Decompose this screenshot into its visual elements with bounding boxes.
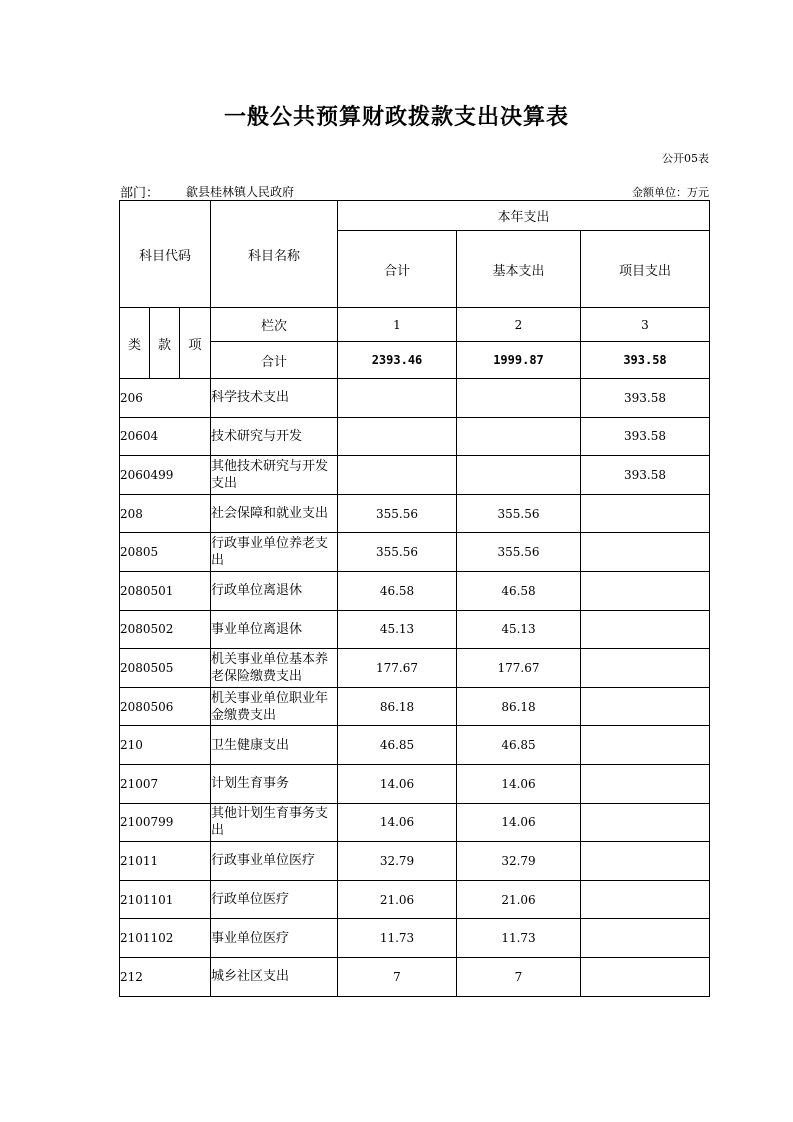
- row-name: 城乡社区支出: [211, 957, 338, 996]
- row-basic: 11.73: [457, 919, 581, 958]
- row-total: 14.06: [338, 764, 457, 803]
- row-code: 21011: [120, 842, 211, 881]
- row-code: 208: [120, 494, 211, 533]
- row-name: 行政事业单位养老支出: [211, 533, 338, 572]
- row-basic: 14.06: [457, 764, 581, 803]
- row-code: 2080501: [120, 571, 211, 610]
- row-project: 393.58: [581, 456, 710, 495]
- table-row: [120, 571, 710, 610]
- row-basic: 86.18: [457, 687, 581, 726]
- row-total: 355.56: [338, 494, 457, 533]
- row-total: 14.06: [338, 803, 457, 842]
- header-xiang: 项: [180, 308, 211, 379]
- table-row: [120, 610, 710, 649]
- table-row: [120, 494, 710, 533]
- col-1: 1: [338, 308, 457, 342]
- row-project: [581, 533, 710, 572]
- row-total: 45.13: [338, 610, 457, 649]
- row-total: 177.67: [338, 649, 457, 688]
- row-code: 2080502: [120, 610, 211, 649]
- row-project: [581, 726, 710, 765]
- row-name: 行政单位医疗: [211, 880, 338, 919]
- row-project: 393.58: [581, 379, 710, 418]
- table-row: [120, 456, 710, 495]
- row-name: 行政事业单位医疗: [211, 842, 338, 881]
- header-column-no: 栏次: [211, 308, 338, 342]
- row-name: 事业单位离退休: [211, 610, 338, 649]
- row-project: [581, 571, 710, 610]
- row-basic: 177.67: [457, 649, 581, 688]
- row-basic: 355.56: [457, 533, 581, 572]
- row-total: [338, 417, 457, 456]
- table-row: [120, 379, 710, 418]
- row-total: 46.58: [338, 571, 457, 610]
- row-project: [581, 957, 710, 996]
- row-code: 2101101: [120, 880, 211, 919]
- row-basic: [457, 379, 581, 418]
- row-code: 2100799: [120, 803, 211, 842]
- row-name: 科学技术支出: [211, 379, 338, 418]
- table-row: [120, 842, 710, 881]
- row-name: 社会保障和就业支出: [211, 494, 338, 533]
- department-name: 歙县桂林镇人民政府: [186, 185, 295, 199]
- row-name: 技术研究与开发: [211, 417, 338, 456]
- row-code: 2060499: [120, 456, 211, 495]
- row-project: [581, 649, 710, 688]
- row-name: 机关事业单位职业年金缴费支出: [211, 687, 338, 726]
- row-project: [581, 610, 710, 649]
- header-current-year: 本年支出: [338, 201, 710, 231]
- row-code: 210: [120, 726, 211, 765]
- row-project: 393.58: [581, 417, 710, 456]
- table-row: [120, 880, 710, 919]
- header-kuan: 款: [150, 308, 180, 379]
- table-row: [120, 957, 710, 996]
- amount-unit: 金额单位：万元: [632, 186, 709, 199]
- table-row: [120, 919, 710, 958]
- page-title: 一般公共预算财政拨款支出决算表: [223, 105, 569, 130]
- col-3: 3: [581, 308, 710, 342]
- row-basic: [457, 456, 581, 495]
- row-code: 20604: [120, 417, 211, 456]
- row-code: 21007: [120, 764, 211, 803]
- row-project: [581, 880, 710, 919]
- row-total: [338, 456, 457, 495]
- row-basic: 21.06: [457, 880, 581, 919]
- row-name: 计划生育事务: [211, 764, 338, 803]
- row-basic: 46.85: [457, 726, 581, 765]
- row-basic: 14.06: [457, 803, 581, 842]
- sum-project: 393.58: [581, 342, 710, 379]
- row-total: 86.18: [338, 687, 457, 726]
- table-row: [120, 649, 710, 688]
- row-project: [581, 919, 710, 958]
- row-total: 32.79: [338, 842, 457, 881]
- header-project: 项目支出: [581, 231, 710, 308]
- row-basic: 45.13: [457, 610, 581, 649]
- row-total: 11.73: [338, 919, 457, 958]
- row-total: 355.56: [338, 533, 457, 572]
- row-name: 卫生健康支出: [211, 726, 338, 765]
- row-basic: 355.56: [457, 494, 581, 533]
- row-project: [581, 687, 710, 726]
- row-name: 事业单位医疗: [211, 919, 338, 958]
- expenditure-table: [119, 200, 710, 997]
- col-2: 2: [457, 308, 581, 342]
- row-project: [581, 803, 710, 842]
- row-name: 机关事业单位基本养老保险缴费支出: [211, 649, 338, 688]
- table-row: [120, 687, 710, 726]
- row-project: [581, 494, 710, 533]
- table-row: [120, 764, 710, 803]
- row-code: 2080506: [120, 687, 211, 726]
- row-code: 2101102: [120, 919, 211, 958]
- header-lei: 类: [120, 308, 150, 379]
- row-basic: 7: [457, 957, 581, 996]
- row-code: 2080505: [120, 649, 211, 688]
- table-row: [120, 803, 710, 842]
- row-project: [581, 842, 710, 881]
- row-code: 20805: [120, 533, 211, 572]
- form-number: 公开05表: [662, 152, 709, 165]
- department-label: 部门：: [120, 186, 160, 201]
- header-subject-code: 科目代码: [120, 201, 211, 308]
- row-project: [581, 764, 710, 803]
- row-basic: 32.79: [457, 842, 581, 881]
- row-code: 206: [120, 379, 211, 418]
- row-basic: 46.58: [457, 571, 581, 610]
- sum-label: 合计: [211, 342, 338, 379]
- row-name: 其他计划生育事务支出: [211, 803, 338, 842]
- row-name: 行政单位离退休: [211, 571, 338, 610]
- row-code: 212: [120, 957, 211, 996]
- sum-basic: 1999.87: [457, 342, 581, 379]
- row-total: 7: [338, 957, 457, 996]
- row-basic: [457, 417, 581, 456]
- row-name: 其他技术研究与开发支出: [211, 456, 338, 495]
- row-total: 46.85: [338, 726, 457, 765]
- header-basic: 基本支出: [457, 231, 581, 308]
- row-total: [338, 379, 457, 418]
- header-subject-name: 科目名称: [211, 201, 338, 308]
- sum-total: 2393.46: [338, 342, 457, 379]
- header-total: 合计: [338, 231, 457, 308]
- table-row: [120, 726, 710, 765]
- table-row: [120, 533, 710, 572]
- row-total: 21.06: [338, 880, 457, 919]
- table-row: [120, 417, 710, 456]
